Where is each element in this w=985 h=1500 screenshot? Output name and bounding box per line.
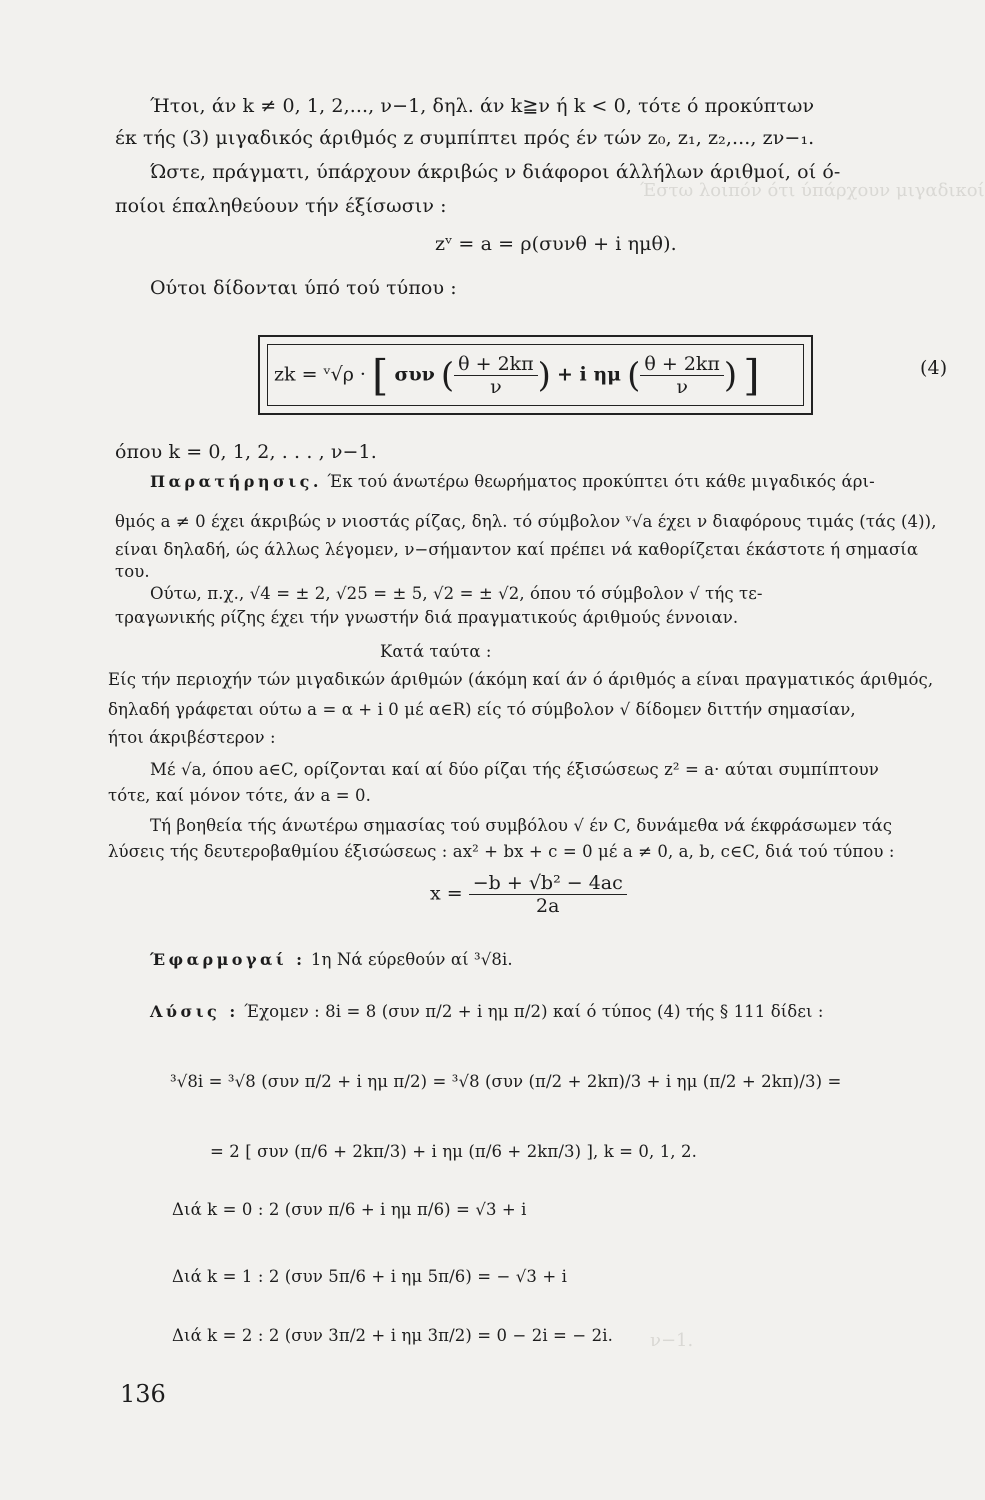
text-line: τότε, καί μόνον τότε, άν a = 0. [108,786,371,805]
quadratic-formula: x = $\frac{\text{−b + √b² − 4ac}}{2a}$ [430,872,627,917]
text-line: Ούτοι δίδονται ύπό τού τύπου : [150,277,457,299]
solution-title: Λύσις : [150,1002,239,1021]
application-title: Έφαρμογαί : [150,950,306,969]
solution-step: ³√8i = ³√8 (συν π/2 + i ημ π/2) = ³√8 (συν (π/2 + 2kπ)/3 + i ημ (π/2 + 2kπ)/3) = [170,1072,842,1091]
text-line: όπου k = 0, 1, 2, . . . , ν−1. [115,441,377,463]
cos-label: συν [394,363,435,386]
formula-box [258,335,813,415]
text-line: Τή βοηθεία τής άνωτέρω σημασίας τού συμβόλου √ έν C, δυνάμεθα νά έκφράσωμεν τάς [150,816,893,835]
case-k2: Διά k = 2 : 2 (συν 3π/2 + i ημ 3π/2) = 0 − 2i = − 2i. [172,1326,613,1345]
bleed-through: ν−1. [650,1330,694,1351]
page-number: 136 [120,1380,166,1408]
formula-lhs: zk = ᵛ√ρ · [274,363,366,386]
text-line: είναι δηλαδή, ώς άλλως λέγομεν, ν−σήμαντον καί πρέπει νά καθορίζεται έκάστοτε ή σημασία [115,540,919,559]
text-line: Ώστε, πράγματι, ύπάρχουν άκριβώς ν διάφοροι άλλήλων άριθμοί, οί ό- [150,161,841,183]
formula-numerator: θ + 2kπ [454,353,538,376]
quadratic-denominator: 2a [536,895,560,917]
text-line: Είς τήν περιοχήν τών μιγαδικών άριθμών (άκόμη καί άν ό άριθμός a είναι πραγματικός άριθμός, [108,670,934,689]
text-line: ποίοι έπαληθεύουν τήν έξίσωσιν : [115,195,447,217]
application-line: Έφαρμογαί : 1η Νά εύρεθούν αί ³√8i. [150,950,513,969]
case-k1: Διά k = 1 : 2 (συν 5π/6 + i ημ 5π/6) = − √3 + i [172,1267,567,1286]
formula-4: zk = ᵛ√ρ · [ συν ( $\frac{\theta + 2k\pi}{\nu}$ ) + i ημ ( $\frac{\theta + 2k\pi}{\nu}$ ) ] [274,351,760,400]
text-line: του. [115,562,150,581]
solution-line: Λύσις : Έχομεν : 8i = 8 (συν π/2 + i ημ π/2) καί ό τύπος (4) τής § 111 δίδει : [150,1002,824,1021]
remark-line: Παρατήρησις. Έκ τού άνωτέρω θεωρήματος προκύπτει ότι κάθε μιγαδικός άρι- [150,472,875,491]
text-line: λύσεις τής δευτεροβαθμίου έξισώσεως : ax² + bx + c = 0 μέ a ≠ 0, a, b, c∈C, διά τού τύπου : [108,842,895,861]
formula-denominator: ν [676,376,688,398]
solution-step: = 2 [ συν (π/6 + 2kπ/3) + i ημ (π/6 + 2kπ/3) ], k = 0, 1, 2. [210,1142,697,1161]
case-k0: Διά k = 0 : 2 (συν π/6 + i ημ π/6) = √3 + i [172,1200,527,1219]
text-line: τραγωνικής ρίζης έχει τήν γνωστήν διά πραγματικούς άριθμούς έννοιαν. [115,608,739,627]
text-line: Κατά ταύτα : [380,642,492,661]
text-line: έκ τής (3) μιγαδικός άριθμός z συμπίπτει πρός έν τών z₀, z₁, z₂,..., zν−₁. [115,127,815,149]
bleed-through: Έστω λοιπόν ότι ύπάρχουν μιγαδικοί [640,180,985,201]
text-line: δηλαδή γράφεται ούτω a = α + i 0 μέ α∈R) είς τό σύμβολον √ δίδομεν διττήν σημασίαν, [108,700,856,719]
equation-label: (4) [920,357,948,379]
text-line: θμός a ≠ 0 έχει άκριβώς ν νιοστάς ρίζας, δηλ. τό σύμβολον ᵛ√a έχει ν διαφόρους τιμάς (τάς (4)), [115,512,937,531]
remark-title: Παρατήρησις. [150,472,322,491]
text-line: Μέ √a, όπου a∈C, ορίζονται καί αί δύο ρίζαι τής έξισώσεως z² = a· αύται συμπίπτουν [150,760,879,779]
formula-denominator: ν [490,376,502,398]
text-line: Ούτω, π.χ., √4 = ± 2, √25 = ± 5, √2 = ± √2, όπου τό σύμβολον √ τής τε- [150,584,763,603]
equation-zv: zᵛ = a = ρ(συνθ + i ημθ). [435,233,677,255]
sin-label: + i ημ [556,363,622,386]
text-line: Ήτοι, άν k ≠ 0, 1, 2,..., ν−1, δηλ. άν k≧ν ή k < 0, τότε ό προκύπτων [150,95,815,117]
quadratic-numerator: −b + √b² − 4ac [469,872,627,895]
formula-numerator: θ + 2kπ [640,353,724,376]
text-line: ήτοι άκριβέστερον : [108,728,276,747]
